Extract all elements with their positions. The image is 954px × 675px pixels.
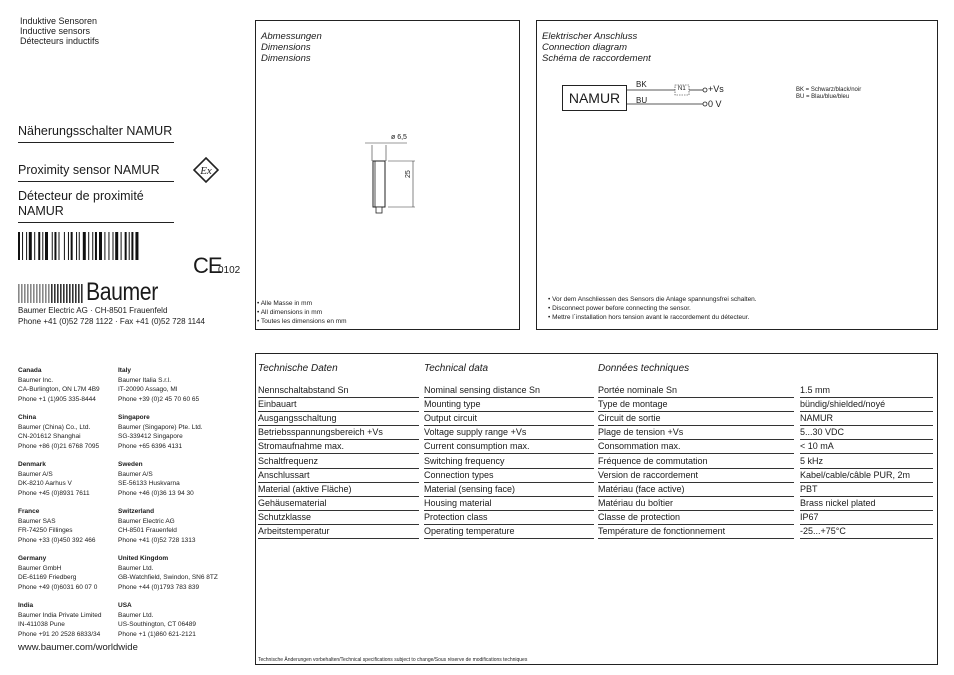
barcode-bar	[22, 232, 23, 260]
table-cell: PBT	[800, 483, 933, 497]
contact-line: Phone +33 (0)450 392 466	[18, 536, 96, 544]
contact-line: Baumer Inc.	[18, 376, 54, 384]
table-cell: Brass nickel plated	[800, 497, 933, 511]
table-cell: Portée nominale Sn	[598, 384, 794, 398]
barcode-bar	[95, 232, 97, 260]
length-label: 25	[405, 170, 412, 178]
contact-line: US-Southington, CT 06489	[118, 621, 196, 628]
contact-switzerland	[118, 507, 196, 545]
contact-country: India	[18, 602, 34, 609]
logo-stripe	[69, 284, 71, 303]
logo-stripe	[81, 284, 83, 303]
contact-line: Phone +44 (0)1793 783 839	[118, 583, 200, 591]
logo-stripe	[48, 284, 50, 303]
table-row	[255, 412, 933, 426]
table-cell: Type de montage	[598, 398, 794, 412]
barcode-bar	[131, 232, 133, 260]
wire-bu-label: BU	[636, 96, 648, 105]
logo-stripe	[78, 284, 80, 303]
table-cell: Arbeitstemperatur	[258, 525, 419, 539]
barcode-bar	[54, 232, 56, 260]
table-cell: Betriebsspannungsbereich +Vs	[258, 426, 419, 440]
contact-line: Phone +49 (0)6031 60 07 0	[18, 583, 98, 591]
contact-china	[18, 413, 99, 451]
contact-line: Baumer A/S	[18, 470, 53, 478]
table-cell: Version de raccordement	[598, 469, 794, 483]
contact-line: Phone +41 (0)52 728 1313	[118, 536, 196, 544]
table-cell: Voltage supply range +Vs	[424, 426, 594, 440]
table-cell: Plage de tension +Vs	[598, 426, 794, 440]
barcode-bar	[45, 232, 48, 260]
contact-line: Baumer Electric AG	[118, 517, 175, 525]
connection-panel	[536, 20, 938, 330]
category-fr: Détecteurs inductifs	[20, 36, 100, 46]
contact-line: Phone +46 (0)36 13 94 30	[118, 489, 194, 497]
supply-plus: +Vs	[708, 84, 724, 94]
table-cell: Nennschaltabstand Sn	[258, 384, 419, 398]
contact-line: CH-8501 Frauenfeld	[118, 527, 177, 534]
title-fr: Détecteur de proximité NAMUR	[18, 189, 174, 223]
table-row	[255, 497, 933, 511]
ex-mark-text: Ex	[200, 165, 212, 177]
contact-line: SE-56133 Huskvarna	[118, 480, 180, 487]
table-cell: IP67	[800, 511, 933, 525]
logo-stripe	[63, 284, 65, 303]
barcode-bar	[76, 232, 77, 260]
supply-zero: 0 V	[708, 99, 722, 109]
table-cell: Stromaufnahme max.	[258, 440, 419, 454]
contact-line: Baumer Ltd.	[118, 564, 154, 572]
logo-stripe	[51, 284, 53, 303]
contact-usa	[118, 601, 196, 639]
ex-mark-icon	[193, 157, 219, 183]
ce-number: 0102	[218, 265, 241, 276]
contact-line: Baumer Italia S.r.l.	[118, 376, 172, 384]
table-cell: Current consumption max.	[424, 440, 594, 454]
barcode-bar	[83, 232, 86, 260]
title-de: Näherungsschalter NAMUR	[18, 124, 174, 143]
contact-line: CA-Burlington, ON L7M 4B9	[18, 386, 100, 393]
barcode-bar	[29, 232, 32, 260]
barcode-bar	[38, 232, 40, 260]
company-address: Baumer Electric AG · CH-8501 Frauenfeld	[18, 306, 168, 315]
barcode-bar	[79, 232, 80, 260]
table-cell: Connection types	[424, 469, 594, 483]
ce-mark-icon: CE	[193, 253, 222, 278]
table-row	[255, 384, 933, 398]
contact-country: Sweden	[118, 461, 143, 468]
table-cell: Schaltfrequenz	[258, 455, 419, 469]
table-row	[255, 426, 933, 440]
contact-country: Italy	[118, 367, 132, 374]
contact-line: Baumer (Singapore) Pte. Ltd.	[118, 423, 203, 431]
contact-country: USA	[118, 602, 132, 609]
table-cell: Circuit de sortie	[598, 412, 794, 426]
website-link[interactable]: www.baumer.com/worldwide	[18, 642, 138, 653]
table-cell: Material (sensing face)	[424, 483, 594, 497]
title-en: Proximity sensor NAMUR	[18, 163, 174, 182]
barcode-bar	[108, 232, 109, 260]
tech-heading-de: Technische Daten	[258, 363, 338, 374]
tech-heading-fr: Données techniques	[598, 363, 690, 374]
contact-line: Phone +91 20 2528 6833/34	[18, 630, 101, 638]
contact-line: Baumer GmbH	[18, 564, 62, 572]
table-cell: Switching frequency	[424, 455, 594, 469]
logo-stripe	[72, 284, 74, 303]
table-cell: Schutzklasse	[258, 511, 419, 525]
logo-stripe	[18, 284, 20, 303]
table-cell: Protection class	[424, 511, 594, 525]
contact-line: Baumer India Private Limited	[18, 611, 102, 619]
table-row	[255, 511, 933, 525]
table-row	[255, 398, 933, 412]
barcode-bar	[121, 232, 122, 260]
barcode-bar	[64, 232, 65, 260]
table-cell: -25...+75°C	[800, 525, 933, 539]
connection-heading: Elektrischer Anschluss Connection diagram Schéma de raccordement	[542, 31, 651, 64]
barcode-bar	[88, 232, 89, 260]
table-cell: Gehäusematerial	[258, 497, 419, 511]
table-row	[255, 455, 933, 469]
wire-legend: BK = Schwarz/black/noir BU = Blau/blue/bleu	[796, 87, 862, 100]
contact-line: DE-61169 Friedberg	[18, 574, 77, 581]
table-cell: Output circuit	[424, 412, 594, 426]
table-cell: Housing material	[424, 497, 594, 511]
contact-india	[18, 601, 101, 639]
contact-country: United Kingdom	[118, 555, 169, 562]
barcode-bar	[99, 232, 102, 260]
table-cell: Material (aktive Fläche)	[258, 483, 419, 497]
barcode-bar	[125, 232, 127, 260]
contact-line: Phone +86 (0)21 6768 7095	[18, 442, 100, 450]
contact-line: Phone +65 6396 4131	[118, 442, 183, 450]
contact-line: DK-8210 Aarhus V	[18, 480, 72, 487]
logo-stripe	[57, 284, 59, 303]
table-cell: 1.5 mm	[800, 384, 933, 398]
logo-stripe	[45, 284, 47, 303]
table-cell: Matériau (face active)	[598, 483, 794, 497]
contact-country: Germany	[18, 555, 47, 562]
table-cell: Fréquence de commutation	[598, 455, 794, 469]
contact-line: Baumer A/S	[118, 470, 153, 478]
contact-line: GB-Watchfield, Swindon, SN6 8TZ	[118, 574, 218, 581]
table-cell: Mounting type	[424, 398, 594, 412]
contact-france	[18, 507, 96, 545]
contact-line: Phone +39 (0)2 45 70 60 65	[118, 395, 200, 403]
sensor-category	[20, 16, 99, 46]
barcode-bar	[68, 232, 69, 260]
tech-heading-en: Technical data	[424, 363, 489, 374]
contact-line: IN-411038 Pune	[18, 621, 65, 628]
contact-country: China	[18, 414, 37, 421]
contact-singapore	[118, 413, 203, 451]
contact-line: Baumer SAS	[18, 517, 56, 525]
barcode-bar	[113, 232, 114, 260]
table-cell: bündig/shielded/noyé	[800, 398, 933, 412]
contact-italy	[118, 366, 199, 404]
logo-stripe	[54, 284, 56, 303]
table-row	[255, 469, 933, 483]
logo-stripe	[21, 284, 23, 303]
connection-notes: • Vor dem Anschliessen des Sensors die Anlage spannungsfrei schalten. • Disconnect power before connecting the sensor. • Mettre l´installation hors tension avant le raccordement du détecteur.	[548, 296, 757, 321]
contact-line: Phone +45 (0)8931 7611	[18, 489, 90, 497]
contact-denmark	[18, 460, 90, 498]
element-label: N1	[678, 86, 686, 92]
barcode-bar	[34, 232, 35, 260]
logo-stripe	[75, 284, 77, 303]
table-cell: Ausgangsschaltung	[258, 412, 419, 426]
contact-line: CN-201612 Shanghai	[18, 433, 81, 440]
contact-line: Baumer (China) Co., Ltd.	[18, 423, 91, 431]
barcode-bar	[71, 232, 73, 260]
contact-united-kingdom	[118, 554, 218, 592]
dimensions-notes: • Alle Masse in mm • All dimensions in mm • Toutes les dimensions en mm	[257, 300, 347, 325]
table-cell: Kabel/cable/câble PUR, 2m	[800, 469, 933, 483]
category-en: Inductive sensors	[20, 26, 91, 36]
barcode-bar	[18, 232, 20, 260]
barcode-bar	[59, 232, 60, 260]
table-cell: Anschlussart	[258, 469, 419, 483]
table-cell: 5 kHz	[800, 455, 933, 469]
barcode-bar	[104, 232, 105, 260]
table-cell: Einbauart	[258, 398, 419, 412]
table-cell: 5...30 VDC	[800, 426, 933, 440]
contact-country: Canada	[18, 367, 42, 374]
logo-stripes-icon	[18, 284, 84, 303]
contact-germany	[18, 554, 97, 592]
namur-box: NAMUR	[562, 85, 627, 111]
company-logo: Baumer	[86, 278, 158, 306]
logo-stripe	[33, 284, 35, 303]
dimensions-heading: Abmessungen Dimensions Dimensions	[261, 31, 322, 64]
logo-stripe	[42, 284, 44, 303]
contact-country: Switzerland	[118, 508, 155, 515]
table-row	[255, 440, 933, 454]
logo-stripe	[36, 284, 38, 303]
table-row	[255, 525, 933, 539]
logo-stripe	[30, 284, 32, 303]
contact-line: IT-20090 Assago, MI	[118, 386, 178, 393]
contact-line: FR-74250 Fillinges	[18, 527, 73, 534]
logo-stripe	[66, 284, 68, 303]
barcode-bar	[26, 232, 27, 260]
table-cell: Consommation max.	[598, 440, 794, 454]
barcode-bar	[115, 232, 118, 260]
contact-line: Phone +1 (1)860 621-2121	[118, 630, 196, 638]
contact-line: SG-339412 Singapore	[118, 433, 183, 440]
table-cell: Matériau du boîtier	[598, 497, 794, 511]
wire-bk-label: BK	[636, 80, 647, 89]
logo-stripe	[24, 284, 26, 303]
table-cell: Nominal sensing distance Sn	[424, 384, 594, 398]
table-cell: Température de fonctionnement	[598, 525, 794, 539]
table-cell: < 10 mA	[800, 440, 933, 454]
logo-stripe	[27, 284, 29, 303]
barcode-bar	[135, 232, 138, 260]
diameter-label: ø 6,5	[391, 134, 407, 141]
sensor-dimension-drawing	[360, 133, 420, 223]
contact-sweden	[118, 460, 194, 498]
contact-country: Singapore	[118, 414, 150, 421]
barcode-bar	[92, 232, 93, 260]
category-de: Induktive Sensoren	[20, 16, 98, 26]
table-cell: Operating temperature	[424, 525, 594, 539]
table-cell: Classe de protection	[598, 511, 794, 525]
contact-line: Baumer Ltd.	[118, 611, 154, 619]
logo-stripe	[39, 284, 41, 303]
table-row	[255, 483, 933, 497]
contact-country: Denmark	[18, 461, 46, 468]
barcode-icon	[18, 232, 176, 260]
company-phone: Phone +41 (0)52 728 1122 · Fax +41 (0)52 728 1144	[18, 317, 205, 326]
contact-country: France	[18, 508, 40, 515]
contact-line: Phone +1 (1)905 335-8444	[18, 395, 96, 403]
logo-stripe	[60, 284, 62, 303]
barcode-bar	[42, 232, 43, 260]
table-cell: NAMUR	[800, 412, 933, 426]
tech-footnote: Technische Änderungen vorbehalten/Technical specifications subject to change/Sous réserve de modifications techniques	[258, 657, 528, 663]
barcode-bar	[129, 232, 130, 260]
barcode-bar	[52, 232, 53, 260]
contact-canada	[18, 366, 100, 404]
